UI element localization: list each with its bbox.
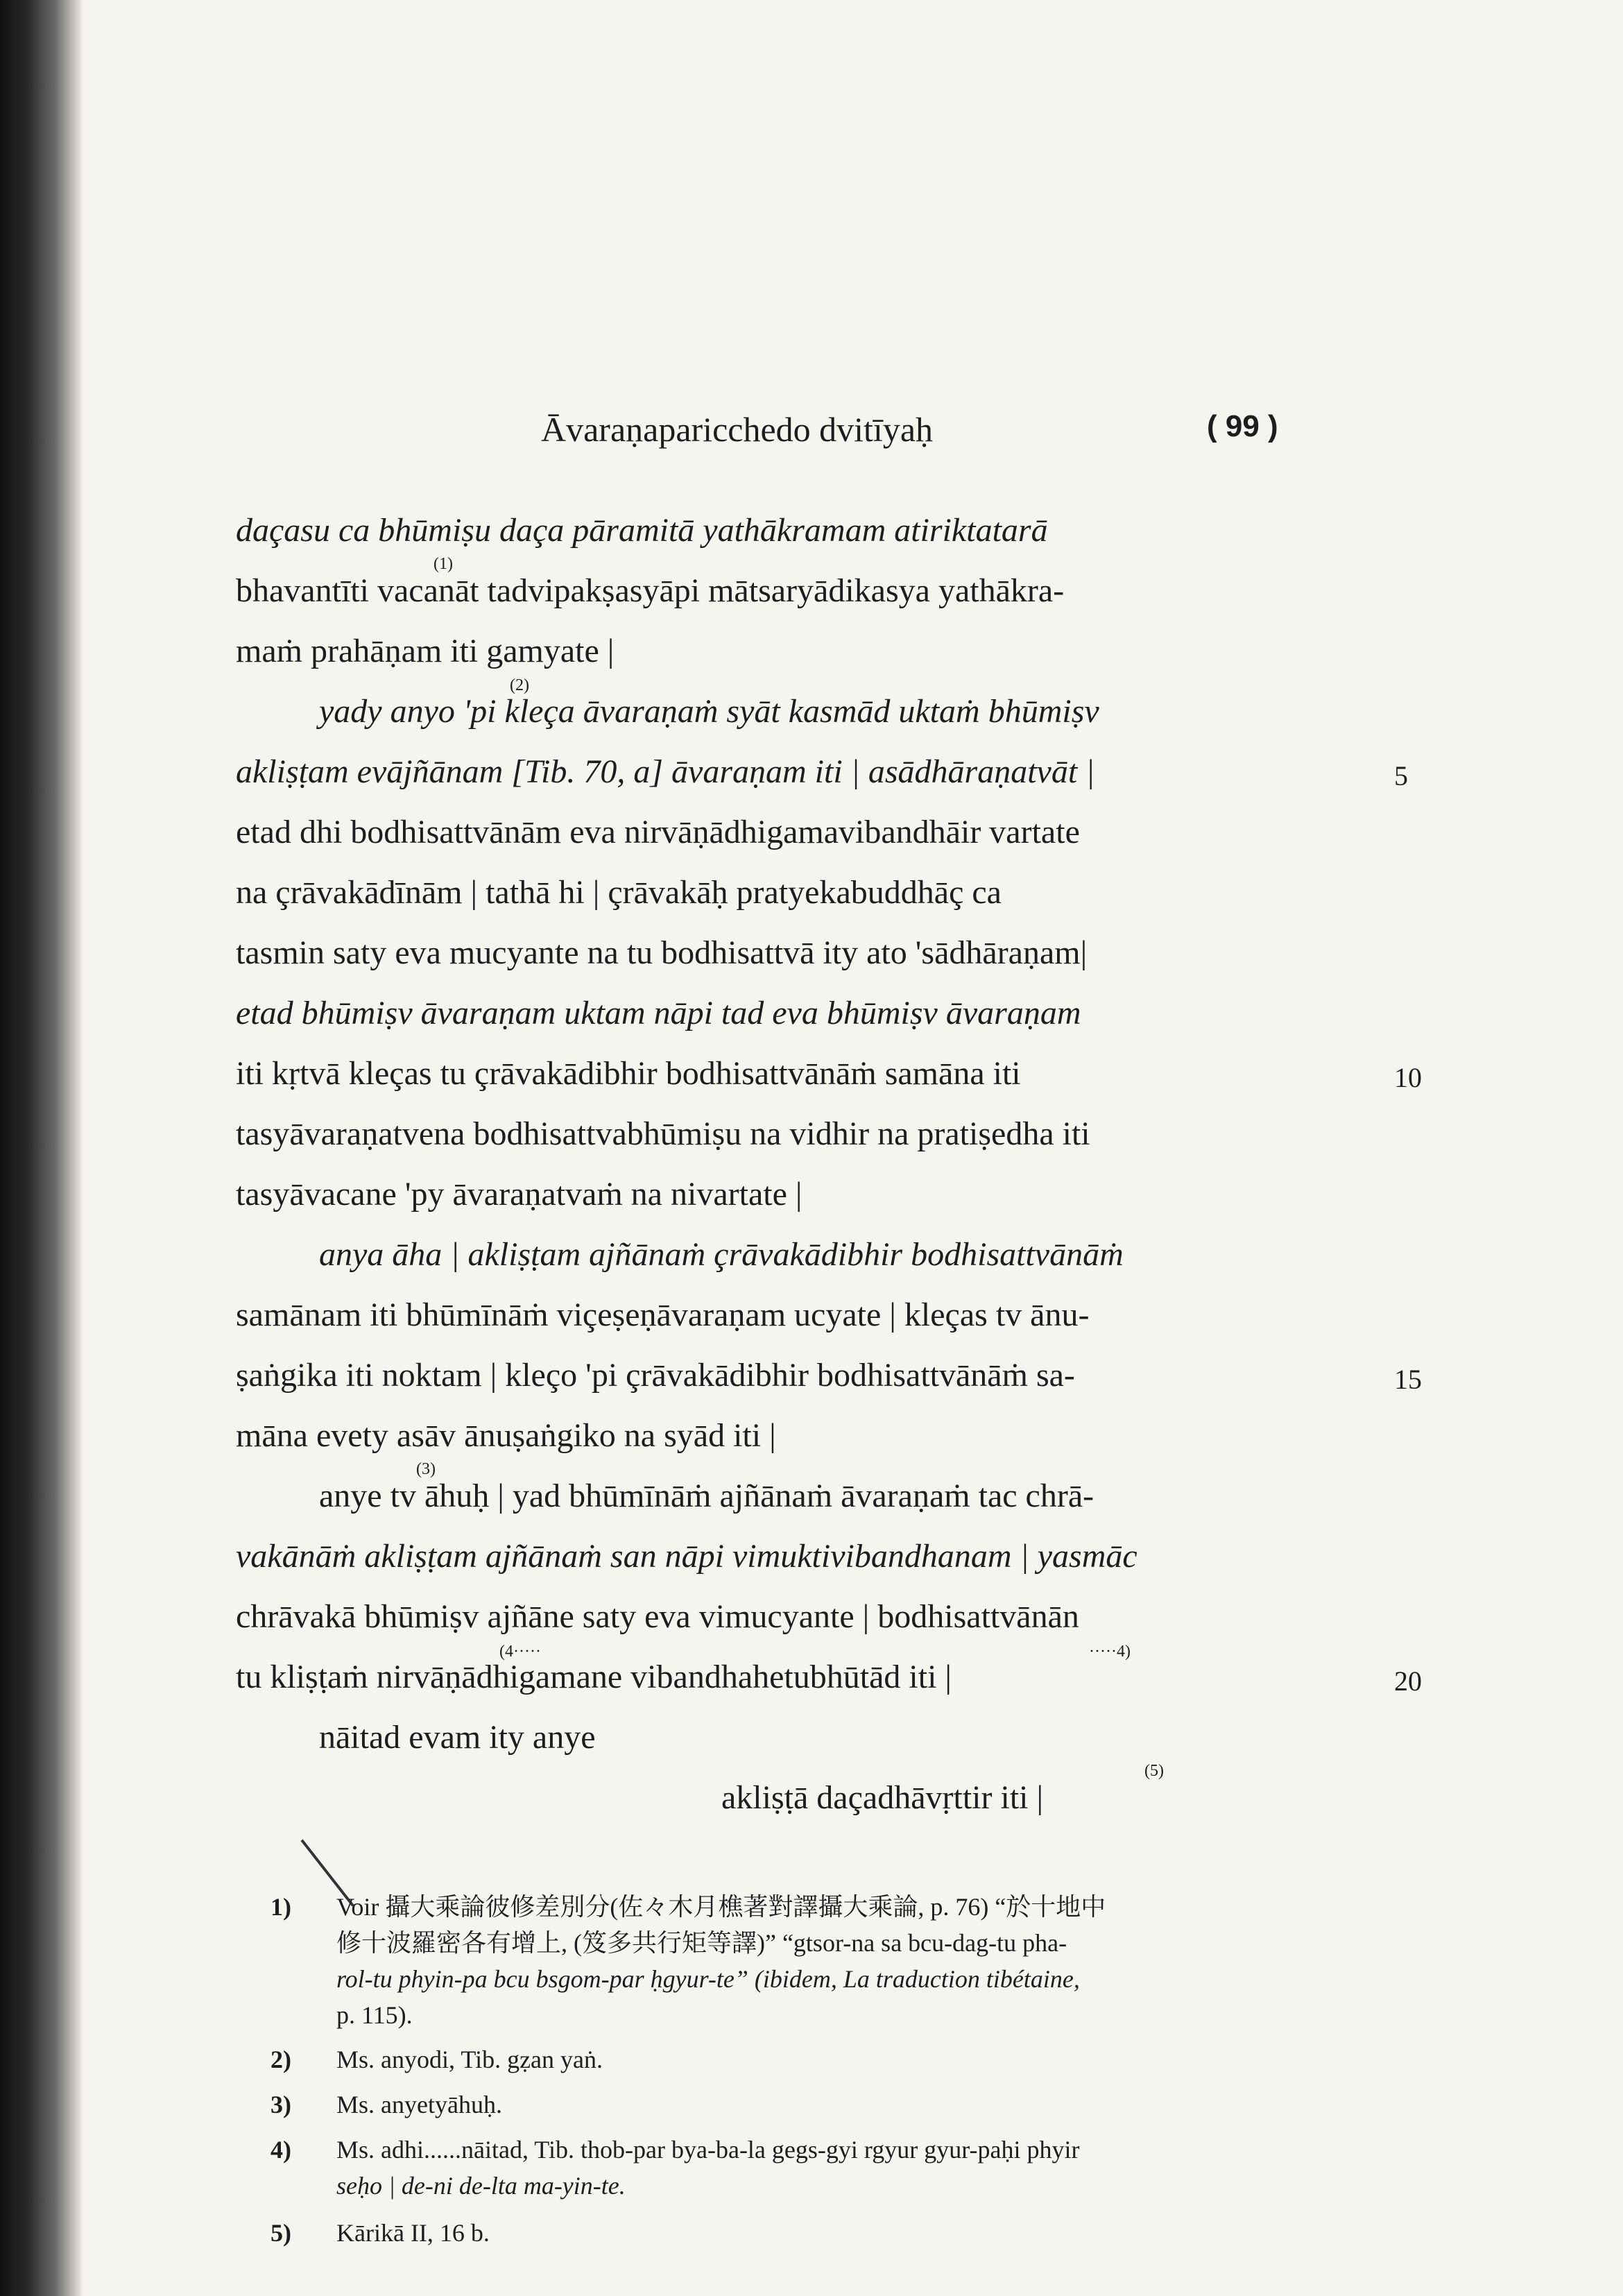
- book-spine-shadow: [0, 0, 83, 2296]
- text-line: tu kliṣṭaṁ nirvāṇādhigamane vibandhahetubhūtād iti |: [236, 1659, 952, 1695]
- text-line: akliṣṭam evājñānam [Tib. 70, a] āvaraṇam iti | asādhāraṇatvāt |: [236, 753, 1095, 790]
- footnote-4-cont: seḥo | de-ni de-lta ma-yin-te.: [336, 2172, 626, 2200]
- running-header: Āvaraṇaparicchedo dvitīyaḥ: [541, 410, 934, 449]
- line-number: 15: [1394, 1364, 1422, 1395]
- text-line: tasyāvaraṇatvena bodhisattvabhūmiṣu na vidhir na pratiṣedha iti: [236, 1115, 1090, 1152]
- footnote-marker: (3): [416, 1460, 436, 1478]
- footnote-1-cont: 修十波羅密各有增上, (笈多共行矩等譯)” “gtsor-na sa bcu-dag-tu pha-: [336, 1929, 1067, 1957]
- footnote-4: 4) Ms. adhi......nāitad, Tib. thob-par bya-ba-la gegs-gyi rgyur gyur-paḥi phyir: [270, 2136, 1080, 2164]
- page-number: ( 99 ): [1207, 409, 1278, 443]
- text-line: nāitad evam ity anye: [319, 1719, 596, 1756]
- text-line: māna evety asāv ānuṣaṅgiko na syād iti |: [236, 1417, 776, 1454]
- text-line: iti kṛtvā kleças tu çrāvakādibhir bodhisattvānāṁ samāna iti: [236, 1055, 1021, 1092]
- text-line: samānam iti bhūmīnāṁ viçeṣeṇāvaraṇam ucyate | kleças tv ānu-: [236, 1296, 1090, 1333]
- text-line: etad bhūmiṣv āvaraṇam uktam nāpi tad eva bhūmiṣv āvaraṇam: [236, 995, 1081, 1031]
- footnote-2: 2) Ms. anyodi, Tib. gẓan yaṅ.: [270, 2046, 603, 2073]
- karika-line: akliṣṭā daçadhāvṛttir iti |: [721, 1779, 1044, 1816]
- footnote-1-cont: p. 115).: [336, 2001, 413, 2029]
- line-number: 10: [1394, 1062, 1422, 1093]
- footnote-5: 5) Kārikā II, 16 b.: [270, 2219, 490, 2247]
- text-line: daçasu ca bhūmiṣu daça pāramitā yathākramam atiriktatarā: [236, 512, 1048, 549]
- text-line: anye tv āhuḥ | yad bhūmīnāṁ ajñānaṁ āvaraṇaṁ tac chrā-: [319, 1477, 1094, 1514]
- footnote-marker: (4·····: [499, 1643, 541, 1661]
- text-line: na çrāvakādīnām | tathā hi | çrāvakāḥ pratyekabuddhāç ca: [236, 874, 1002, 911]
- text-line: vakānāṁ akliṣṭam ajñānaṁ san nāpi vimuktivibandhanam | yasmāc: [236, 1538, 1137, 1575]
- text-line: yady anyo 'pi kleça āvaraṇaṁ syāt kasmād uktaṁ bhūmiṣv: [319, 693, 1099, 730]
- footnote-1-cont: rol-tu phyin-pa bcu bsgom-par ḥgyur-te” (ibidem, La traduction tibétaine,: [336, 1965, 1080, 1993]
- text-line: etad dhi bodhisattvānām eva nirvāṇādhigamavibandhāir vartate: [236, 814, 1080, 850]
- text-line: bhavantīti vacanāt tadvipakṣasyāpi mātsaryādikasya yathākra-: [236, 572, 1065, 609]
- text-line: ṣaṅgika iti noktam | kleço 'pi çrāvakādibhir bodhisattvānāṁ sa-: [236, 1357, 1075, 1394]
- footnote-marker: (5): [1144, 1762, 1164, 1780]
- line-number: 5: [1394, 760, 1408, 791]
- footnote-marker: (1): [433, 555, 453, 573]
- line-number: 20: [1394, 1665, 1422, 1697]
- text-line: anya āha | akliṣṭam ajñānaṁ çrāvakādibhir bodhisattvānāṁ: [319, 1236, 1124, 1273]
- footnote-3: 3) Ms. anyetyāhuḥ.: [270, 2091, 502, 2118]
- text-line: chrāvakā bhūmiṣv ajñāne saty eva vimucyante | bodhisattvānān: [236, 1598, 1079, 1635]
- text-line: tasmin saty eva mucyante na tu bodhisattvā ity ato 'sādhāraṇam|: [236, 934, 1088, 971]
- text-line: maṁ prahāṇam iti gamyate |: [236, 633, 615, 669]
- footnote-marker: ·····4): [1089, 1643, 1131, 1661]
- footnote-1: 1) Voir 攝大乘論彼修差別分(佐々木月樵著對譯攝大乘論, p. 76) “於十地中: [270, 1893, 1106, 1921]
- footnote-marker: (2): [510, 676, 529, 694]
- text-line: tasyāvacane 'py āvaraṇatvaṁ na nivartate |: [236, 1176, 802, 1213]
